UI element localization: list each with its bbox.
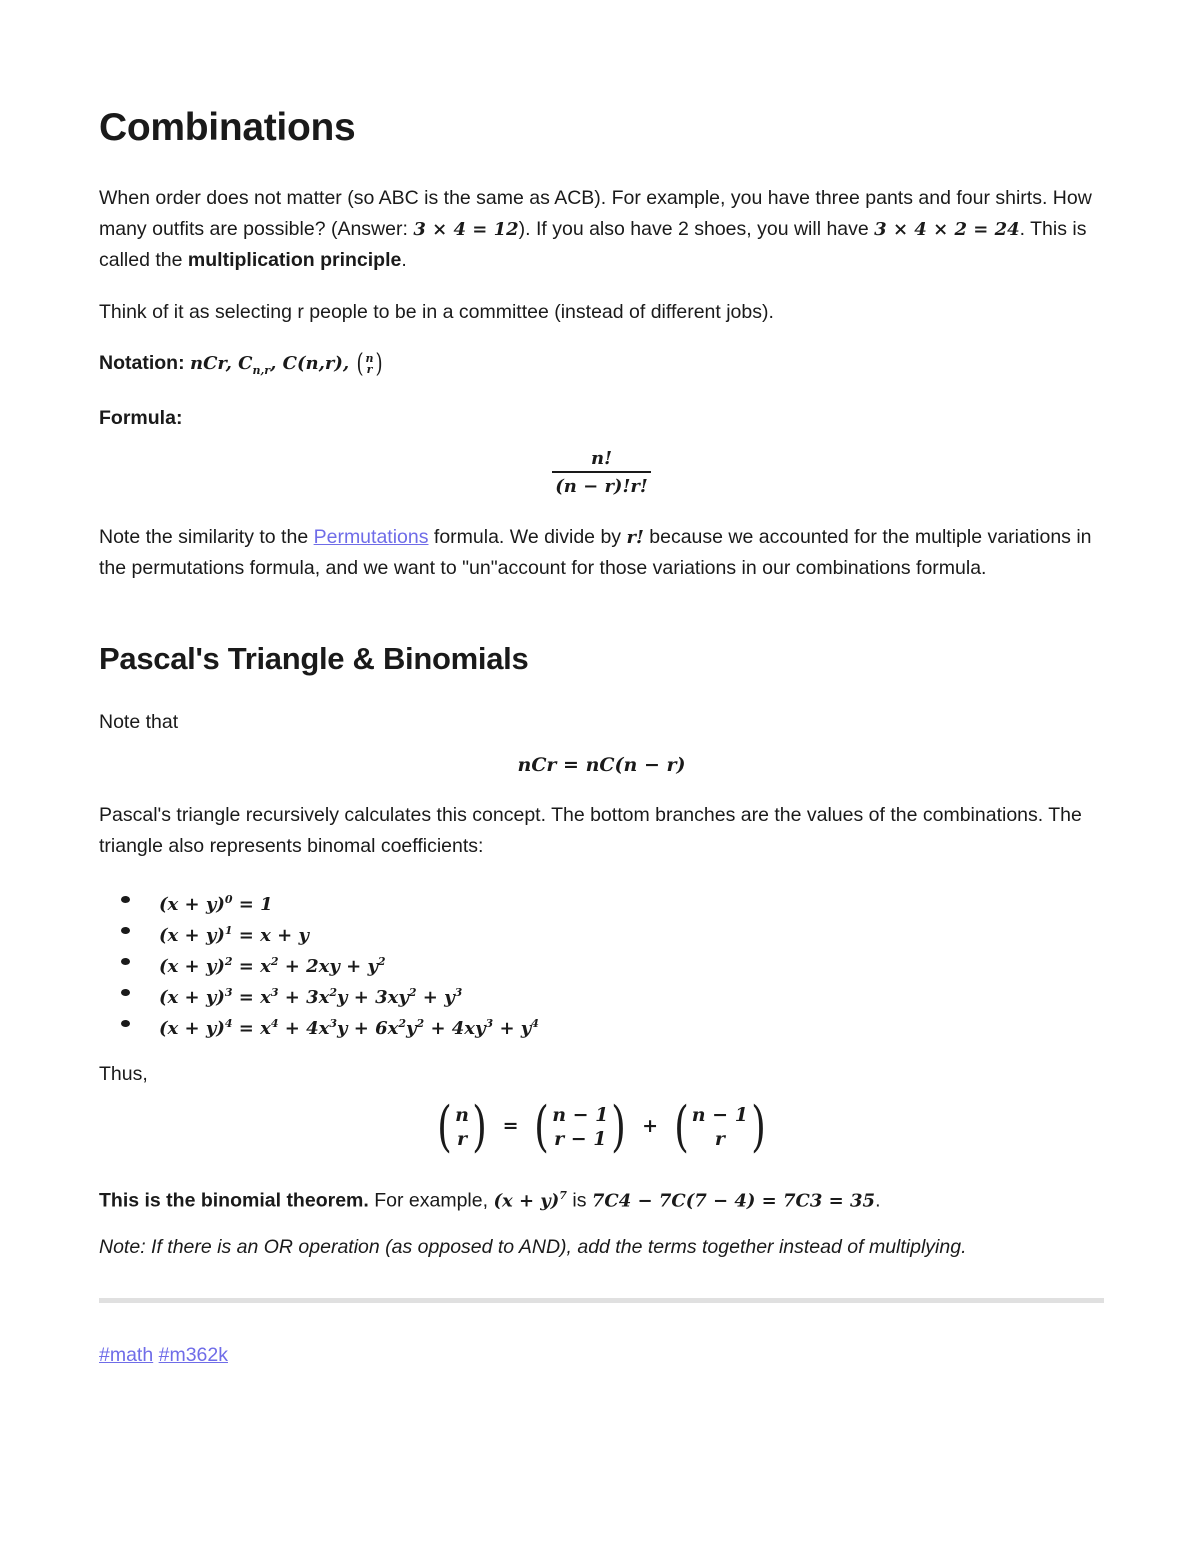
- theorem-text-2: is: [566, 1189, 592, 1212]
- plus-sign: +: [642, 1115, 659, 1137]
- combination-formula: [99, 448, 1104, 497]
- tag-math-link[interactable]: #math: [99, 1344, 154, 1366]
- binom-top: n: [455, 1104, 469, 1126]
- binomial-rhs: = x + y: [238, 925, 309, 946]
- formula-denominator: (n − r)!r!: [555, 476, 648, 497]
- binomial-base: (x + y): [159, 1018, 225, 1039]
- binomial-exponent: 1: [224, 924, 233, 937]
- or-operation-note: Note: If there is an OR operation (as opposed to AND), add the terms together instead of multiplying.: [99, 1236, 967, 1258]
- theorem-text-3: .: [875, 1189, 881, 1212]
- binom-bottom: r: [456, 1128, 467, 1150]
- bullet-icon: [121, 927, 130, 934]
- notation-colon: :: [178, 352, 185, 374]
- binomial-exponent: 0: [224, 893, 233, 906]
- tag-list: [99, 1344, 228, 1367]
- thus-paragraph: Thus,: [99, 1063, 148, 1085]
- notation-cnr: C(n,r): [282, 353, 343, 374]
- theorem-text-1: For example,: [368, 1189, 494, 1212]
- binomial-exponent: 3: [224, 986, 233, 999]
- tag-m362k-link[interactable]: #m362k: [158, 1344, 228, 1366]
- similarity-text-2: formula. We divide by: [428, 526, 627, 548]
- math-outfits-shoes: 3 × 4 × 2 = 24: [874, 219, 1020, 240]
- notation-binomial: ( n r ): [356, 348, 383, 379]
- notation-c: C: [238, 353, 253, 374]
- math-xy-exponent: 7: [559, 1189, 567, 1202]
- list-item: $(x + y)^3 = x^3 + 3x^2y + 3xy^2 + y^3$: [99, 977, 539, 1008]
- binom-bottom: r: [714, 1128, 725, 1150]
- notation-binom-top: n: [365, 351, 374, 365]
- notation-line: Notation: nCr, $C_{n,r}$, C(n,r), ( n r ): [99, 348, 383, 379]
- equals-sign: =: [502, 1115, 519, 1137]
- intro-text-2: ). If you also have 2 shoes, you will have: [518, 218, 875, 240]
- note-that-paragraph: Note that: [99, 711, 179, 733]
- committee-paragraph: Think of it as selecting r people to be in a committee (instead of different jobs).: [99, 301, 774, 323]
- divider: [99, 1298, 1104, 1303]
- math-outfits: 3 × 4 = 12: [413, 219, 519, 240]
- binomial-n1-r: ( n − 1 r ): [673, 1095, 766, 1158]
- binomial-base: (x + y): [159, 925, 225, 946]
- binomial-theorem-term: This is the binomial theorem.: [99, 1189, 369, 1212]
- binomial-base: (x + y): [159, 987, 225, 1008]
- similarity-paragraph: [99, 522, 1104, 584]
- binomial-expansion-list: [99, 884, 539, 1039]
- binomial-exponent: 4: [224, 1017, 233, 1030]
- list-item: $(x + y)^4 = x^4 + 4x^3y + 6x^2y^2 + 4xy^3 + y^4$: [99, 1008, 539, 1039]
- multiplication-principle-term: multiplication principle: [187, 249, 402, 271]
- binomial-theorem-paragraph: [99, 1180, 1104, 1217]
- fraction-bar: [552, 471, 651, 473]
- intro-text-1: When order does not matter (so ABC is the same as ACB). For example, you have three pants and four shirts. How many outfits are possible? (Answer:: [99, 187, 1092, 240]
- notation-ncr: nCr: [190, 353, 226, 374]
- ncr-identity-equation: nCr = nC(n − r): [517, 754, 686, 776]
- notation-c-subscript: n,r: [252, 363, 271, 377]
- binomial-rhs: = 1: [238, 894, 273, 915]
- formula-label-line: [99, 403, 1104, 434]
- binomial-base: (x + y): [159, 894, 225, 915]
- permutations-link[interactable]: Permutations: [313, 526, 429, 548]
- binomial-n-r: ( n r ): [437, 1095, 487, 1158]
- math-r-factorial: r!: [626, 527, 644, 548]
- math-xy: (x + y): [493, 1190, 560, 1212]
- formula-label: Formula: [99, 407, 176, 429]
- binom-bottom: r − 1: [554, 1128, 607, 1150]
- binomial-exponent: 2: [224, 955, 233, 968]
- list-item: $(x + y)^2 = x^2 + 2xy + y^2$: [99, 946, 539, 977]
- binomial-base: (x + y): [159, 956, 225, 977]
- pascal-rule-equation: [99, 1095, 1104, 1158]
- intro-text-3: . This is called the: [99, 218, 1087, 271]
- bullet-icon: [121, 1020, 130, 1027]
- math-7c4-example: 7C4 − 7C(7 − 4) = 7C3 = 35: [591, 1190, 876, 1212]
- binom-top: n − 1: [552, 1104, 609, 1126]
- notation-binom-bottom: r: [366, 362, 373, 376]
- list-item: [99, 884, 539, 915]
- bullet-icon: [121, 989, 130, 996]
- formula-colon: :: [175, 407, 183, 429]
- notation-label: Notation: [99, 352, 179, 374]
- intro-text-4: .: [401, 249, 407, 271]
- bullet-icon: [121, 896, 130, 903]
- pascal-paragraph: Pascal's triangle recursively calculates this concept. The bottom branches are the values of the combinations. The triangle also represents binomal coefficients:: [99, 804, 1082, 857]
- similarity-text-3: because we accounted for the multiple variations in the permutations formula, and we want to "un"account for those variations in our combinations formula.: [99, 526, 1092, 579]
- bullet-icon: [121, 958, 130, 965]
- binom-top: n − 1: [691, 1104, 748, 1126]
- similarity-text-1: Note the similarity to the: [99, 526, 314, 548]
- list-item: [99, 915, 539, 946]
- intro-paragraph: [99, 183, 1104, 276]
- section-heading-pascal: Pascal's Triangle & Binomials: [99, 641, 529, 676]
- page-title: Combinations: [99, 106, 356, 149]
- formula-numerator: n!: [590, 448, 612, 469]
- binomial-n1-r1: ( n − 1 r − 1 ): [534, 1095, 627, 1158]
